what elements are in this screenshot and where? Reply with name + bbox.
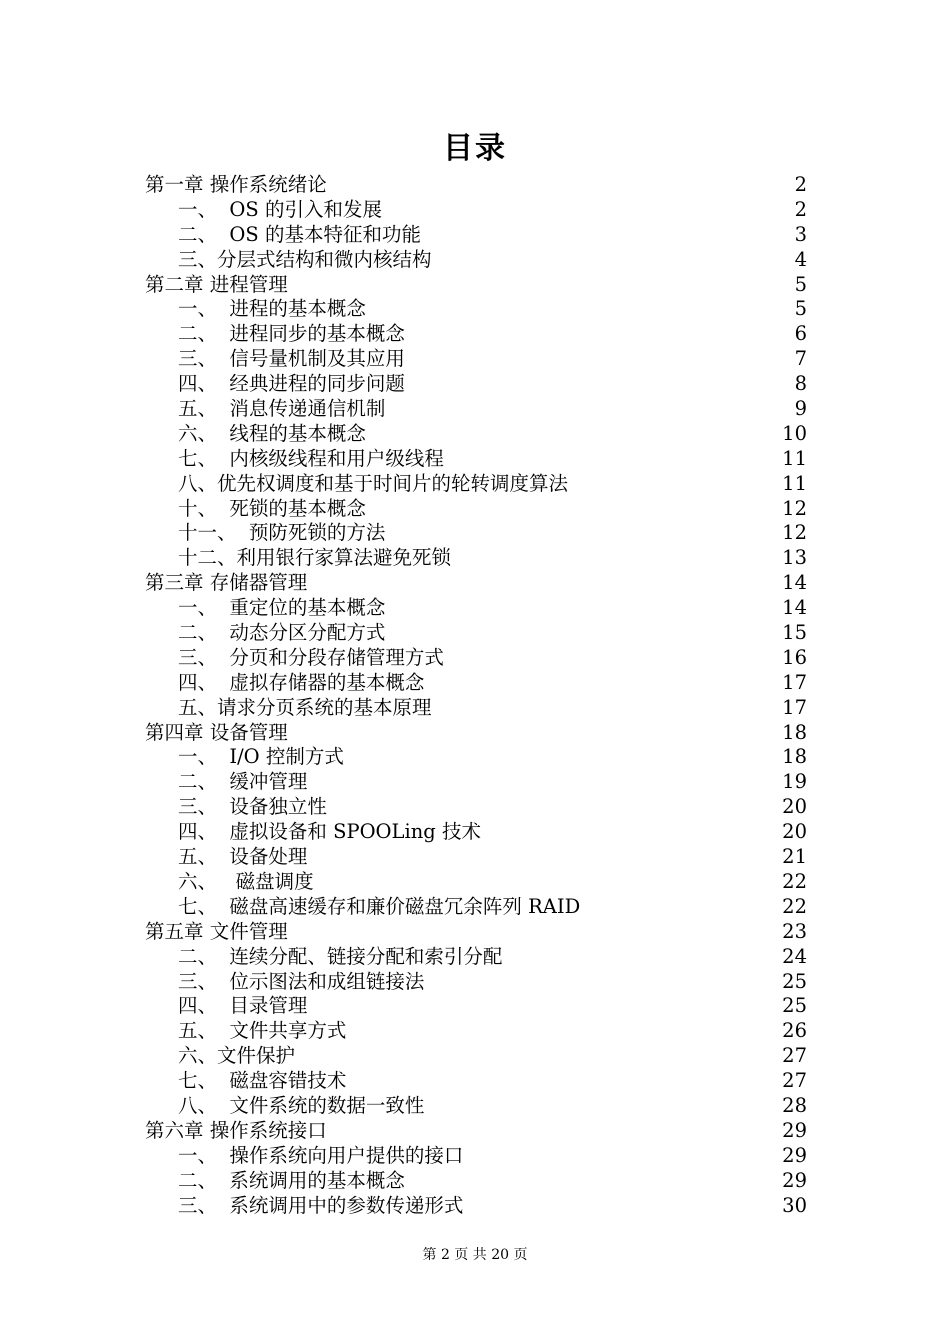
toc-entry-title: 二、 OS 的基本特征和功能 — [178, 222, 421, 246]
toc-page-number: 9 — [794, 397, 807, 421]
toc-section-row[interactable] — [145, 223, 807, 248]
toc-section-row[interactable] — [145, 646, 807, 671]
toc-section-row[interactable] — [145, 1144, 807, 1169]
toc-section-row[interactable] — [145, 970, 807, 995]
toc-entry-title: 四、 目录管理 — [178, 994, 308, 1018]
toc-section-row[interactable] — [145, 447, 807, 472]
toc-entry-title: 五、请求分页系统的基本原理 — [178, 695, 432, 719]
toc-chapter-row[interactable] — [145, 571, 807, 596]
toc-entry-title: 八、 文件系统的数据一致性 — [178, 1093, 425, 1117]
toc-entry-title: 三、 位示图法和成组链接法 — [178, 969, 425, 993]
toc-page-number: 2 — [794, 173, 807, 196]
toc-page-number: 29 — [782, 1118, 807, 1142]
toc-entry-title: 三、分层式结构和微内核结构 — [178, 247, 432, 271]
toc-entry-title: 二、 缓冲管理 — [178, 770, 308, 794]
toc-page-number: 29 — [782, 1143, 807, 1167]
toc-entry-title: 三、 信号量机制及其应用 — [178, 347, 405, 371]
toc-page-number: 5 — [794, 297, 807, 321]
toc-entry-title: 第五章 文件管理 — [145, 919, 288, 943]
toc-page-number: 27 — [782, 1069, 807, 1093]
toc-page-number: 17 — [782, 695, 807, 719]
toc-chapter-row[interactable] — [145, 721, 807, 746]
toc-section-row[interactable] — [145, 347, 807, 372]
toc-page-number: 17 — [782, 670, 807, 694]
toc-entry-title: 六、文件保护 — [178, 1044, 296, 1068]
toc-entry-title: 一、 操作系统向用户提供的接口 — [178, 1143, 464, 1167]
toc-entry-title: 一、 重定位的基本概念 — [178, 596, 386, 620]
toc-entry-title: 五、 设备处理 — [178, 845, 308, 869]
toc-page-number: 20 — [782, 795, 807, 819]
toc-entry-title: 二、 系统调用的基本概念 — [178, 1168, 405, 1192]
toc-section-row[interactable] — [145, 397, 807, 422]
toc-section-row[interactable] — [145, 621, 807, 646]
toc-page-number: 30 — [782, 1193, 807, 1217]
toc-page-number: 11 — [782, 446, 807, 470]
toc-entry-title: 一、 OS 的引入和发展 — [178, 197, 382, 221]
toc-entry-title: 八、优先权调度和基于时间片的轮转调度算法 — [178, 471, 569, 495]
page-footer: 第 2 页 共 20 页 — [422, 1247, 528, 1263]
toc-section-row[interactable] — [145, 1194, 807, 1219]
toc-page-number: 20 — [782, 820, 807, 844]
toc-section-row[interactable] — [145, 596, 807, 621]
toc-entry-title: 七、 磁盘高速缓存和廉价磁盘冗余阵列 RAID — [178, 894, 581, 918]
toc-section-row[interactable] — [145, 795, 807, 820]
toc-section-row[interactable] — [145, 422, 807, 447]
toc-section-row[interactable] — [145, 248, 807, 273]
toc-page-number: 26 — [782, 1019, 807, 1043]
toc-entry-title: 三、 设备独立性 — [178, 795, 327, 819]
toc-section-row[interactable] — [145, 546, 807, 571]
toc-page-number: 14 — [782, 571, 807, 595]
toc-entry-title: 三、 分页和分段存储管理方式 — [178, 645, 444, 669]
toc-entry-title: 第一章 操作系统绪论 — [145, 173, 327, 196]
toc-page-number: 11 — [782, 471, 807, 495]
toc-page-number: 8 — [794, 372, 807, 396]
toc-page-number: 12 — [782, 521, 807, 545]
toc-page-number: 5 — [794, 272, 807, 296]
toc-chapter-row[interactable] — [145, 173, 807, 198]
table-of-contents — [145, 173, 807, 1218]
toc-page-number: 18 — [782, 745, 807, 769]
toc-section-row[interactable] — [145, 1019, 807, 1044]
toc-section-row[interactable] — [145, 945, 807, 970]
toc-section-row[interactable] — [145, 845, 807, 870]
toc-page-number: 6 — [794, 322, 807, 346]
toc-section-row[interactable] — [145, 472, 807, 497]
toc-entry-title: 十二、利用银行家算法避免死锁 — [178, 546, 452, 570]
toc-section-row[interactable] — [145, 1069, 807, 1094]
toc-entry-title: 四、 虚拟设备和 SPOOLing 技术 — [178, 820, 481, 844]
toc-entry-title: 四、 虚拟存储器的基本概念 — [178, 670, 425, 694]
toc-entry-title: 第二章 进程管理 — [145, 272, 288, 296]
toc-section-row[interactable] — [145, 994, 807, 1019]
toc-section-row[interactable] — [145, 745, 807, 770]
toc-section-row[interactable] — [145, 322, 807, 347]
toc-page-number: 28 — [782, 1093, 807, 1117]
toc-section-row[interactable] — [145, 696, 807, 721]
toc-entry-title: 十、 死锁的基本概念 — [178, 496, 366, 520]
toc-page-number: 18 — [782, 720, 807, 744]
toc-page-number: 21 — [782, 845, 807, 869]
toc-page-number: 23 — [782, 919, 807, 943]
toc-entry-title: 六、 线程的基本概念 — [178, 421, 366, 445]
toc-section-row[interactable] — [145, 521, 807, 546]
toc-page-number: 13 — [782, 546, 807, 570]
toc-entry-title: 五、 消息传递通信机制 — [178, 397, 386, 421]
toc-entry-title: 七、 内核级线程和用户级线程 — [178, 446, 444, 470]
toc-entry-title: 三、 系统调用中的参数传递形式 — [178, 1193, 464, 1217]
toc-section-row[interactable] — [145, 895, 807, 920]
toc-page-number: 29 — [782, 1168, 807, 1192]
toc-page-number: 2 — [794, 197, 807, 221]
toc-section-row[interactable] — [145, 770, 807, 795]
toc-section-row[interactable] — [145, 671, 807, 696]
toc-page-number: 25 — [782, 994, 807, 1018]
toc-entry-title: 二、 动态分区分配方式 — [178, 621, 386, 645]
toc-page-number: 15 — [782, 621, 807, 645]
toc-page-number: 7 — [794, 347, 807, 371]
toc-page-number: 19 — [782, 770, 807, 794]
toc-section-row[interactable] — [145, 1044, 807, 1069]
toc-section-row[interactable] — [145, 497, 807, 522]
toc-section-row[interactable] — [145, 1094, 807, 1119]
toc-chapter-row[interactable] — [145, 273, 807, 298]
toc-page-number: 25 — [782, 969, 807, 993]
toc-page-number: 4 — [794, 247, 807, 271]
toc-entry-title: 一、 进程的基本概念 — [178, 297, 366, 321]
toc-page-number: 12 — [782, 496, 807, 520]
toc-page-number: 10 — [782, 421, 807, 445]
toc-section-row[interactable] — [145, 1169, 807, 1194]
page-title: 目录 — [443, 131, 507, 166]
toc-page-number: 22 — [782, 894, 807, 918]
toc-section-row[interactable] — [145, 198, 807, 223]
toc-entry-title: 五、 文件共享方式 — [178, 1019, 347, 1043]
toc-entry-title: 四、 经典进程的同步问题 — [178, 372, 405, 396]
toc-section-row[interactable] — [145, 820, 807, 845]
toc-page-number: 22 — [782, 869, 807, 893]
toc-section-row[interactable] — [145, 297, 807, 322]
toc-chapter-row[interactable] — [145, 1119, 807, 1144]
toc-entry-title: 六、 磁盘调度 — [178, 869, 314, 893]
toc-entry-title: 第四章 设备管理 — [145, 720, 288, 744]
toc-entry-title: 十一、 预防死锁的方法 — [178, 521, 386, 545]
toc-page-number: 24 — [782, 944, 807, 968]
toc-entry-title: 第三章 存储器管理 — [145, 571, 308, 595]
toc-entry-title: 一、 I/O 控制方式 — [178, 745, 344, 769]
toc-page-number: 14 — [782, 596, 807, 620]
toc-section-row[interactable] — [145, 372, 807, 397]
toc-entry-title: 二、 进程同步的基本概念 — [178, 322, 405, 346]
toc-entry-title: 第六章 操作系统接口 — [145, 1118, 327, 1142]
toc-page-number: 16 — [782, 645, 807, 669]
toc-page-number: 3 — [794, 222, 807, 246]
toc-page-number: 27 — [782, 1044, 807, 1068]
toc-entry-title: 二、 连续分配、链接分配和索引分配 — [178, 944, 503, 968]
toc-chapter-row[interactable] — [145, 920, 807, 945]
toc-entry-title: 七、 磁盘容错技术 — [178, 1069, 347, 1093]
toc-section-row[interactable] — [145, 870, 807, 895]
